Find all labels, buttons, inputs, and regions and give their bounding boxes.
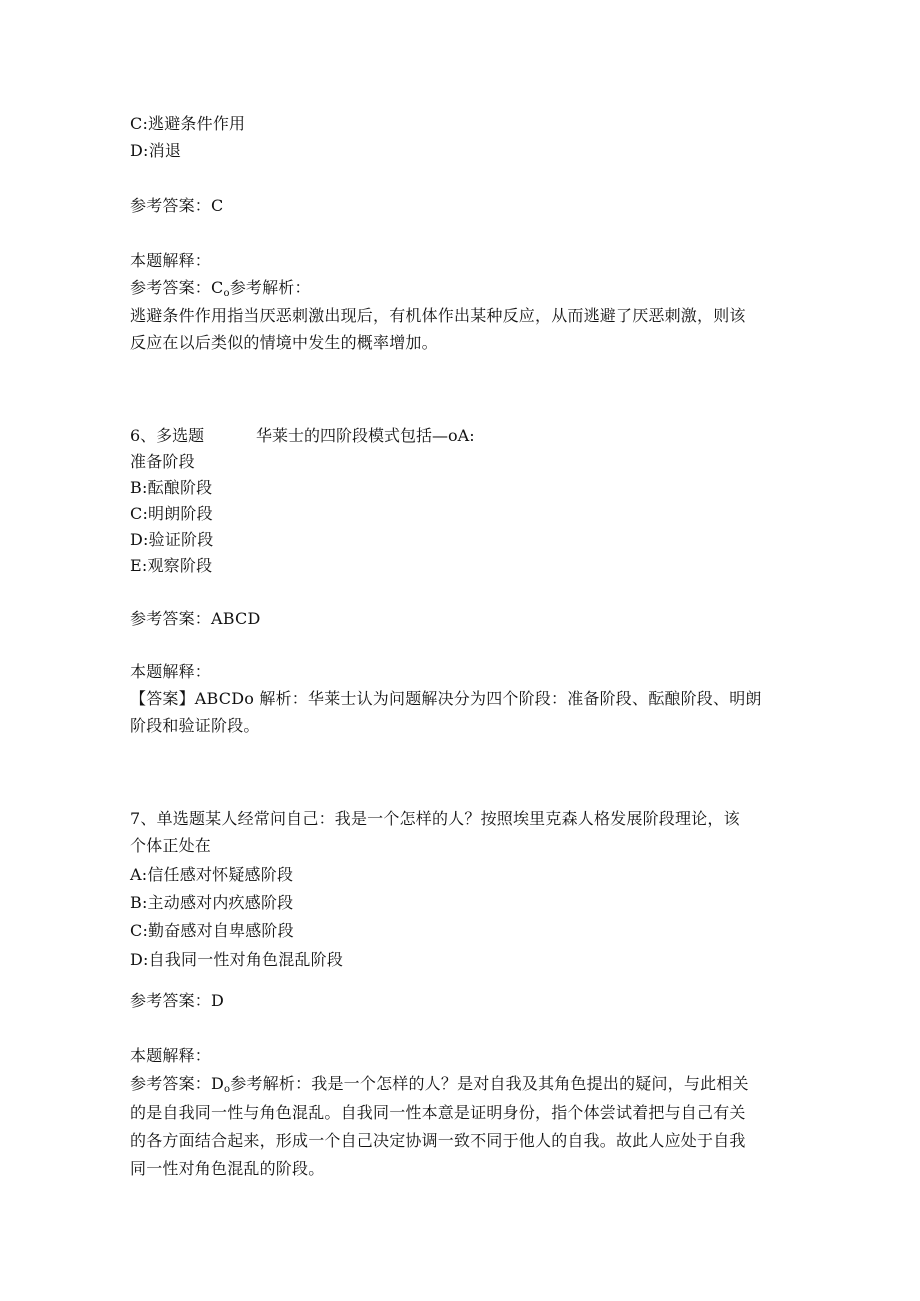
q6-number-type: 6、多选题: [130, 426, 205, 445]
q5-explain-suffix: 参考解析：: [229, 278, 311, 297]
q5-explain-sub: o: [223, 288, 230, 299]
q7-explain-line-3: 的各方面结合起来，形成一个自己决定协调一致不同于他人的自我。故此人应处于自我: [130, 1131, 746, 1150]
q6-option-b: B:酝酿阶段: [130, 478, 213, 497]
q5-explain-prefix: 参考答案：C: [130, 278, 224, 297]
q7-explain-line-4: 同一性对角色混乱的阶段。: [130, 1159, 325, 1178]
q6-explain-line-2: 阶段和验证阶段。: [130, 716, 260, 735]
q7-option-a: A:信任感对怀疑感阶段: [130, 865, 294, 884]
q5-explain-title: 本题解释：: [130, 251, 212, 270]
q7-explain-prefix: 参考答案：D: [130, 1074, 225, 1093]
q7-answer: 参考答案：D: [130, 991, 225, 1010]
q7-explain-line-1-rest: 参考解析：我是一个怎样的人？是对自我及其角色提出的疑问，与此相关: [230, 1074, 749, 1093]
q6-option-d: D:验证阶段: [130, 530, 214, 549]
q5-explain-header: [130, 278, 311, 304]
q7-explain-line-2: 的是自我同一性与角色混乱。自我同一性本意是证明身份，指个体尝试着把与自己有关: [130, 1103, 746, 1122]
q6-option-c: C:明朗阶段: [130, 504, 213, 523]
q6-option-a: 准备阶段: [130, 452, 195, 471]
q6-option-e: E:观察阶段: [130, 556, 213, 575]
q7-explain-title: 本题解释：: [130, 1046, 212, 1065]
q6-heading: [130, 426, 475, 446]
q7-explain-line-1: [130, 1074, 749, 1100]
q7-option-d: D:自我同一性对角色混乱阶段: [130, 950, 344, 969]
q5-option-d: D:消退: [130, 141, 182, 160]
q7-stem-line-1: 7、单选题某人经常问自己：我是一个怎样的人？按照埃里克森人格发展阶段理论，该: [130, 809, 740, 828]
q6-explain-line-1: 【答案】ABCDo 解析：华莱士认为问题解决分为四个阶段：准备阶段、酝酿阶段、明朗: [130, 689, 762, 708]
q5-explain-line-2: 反应在以后类似的情境中发生的概率增加。: [130, 333, 438, 352]
q6-answer: 参考答案：ABCD: [130, 609, 261, 628]
q5-explain-line-1: 逃避条件作用指当厌恶刺激出现后，有机体作出某种反应，从而逃避了厌恶刺激，则该: [130, 306, 746, 325]
q7-stem-line-2: 个体正处在: [130, 836, 212, 855]
q5-option-c: C:逃避条件作用: [130, 114, 246, 133]
q5-answer: 参考答案：C: [130, 196, 224, 215]
q7-option-b: B:主动感对内疚感阶段: [130, 893, 294, 912]
q7-option-c: C:勤奋感对自卑感阶段: [130, 921, 294, 940]
q6-explain-title: 本题解释：: [130, 662, 212, 681]
q6-stem: 华莱士的四阶段模式包括—oA:: [256, 426, 475, 445]
q7-explain-sub: o: [224, 1084, 231, 1095]
